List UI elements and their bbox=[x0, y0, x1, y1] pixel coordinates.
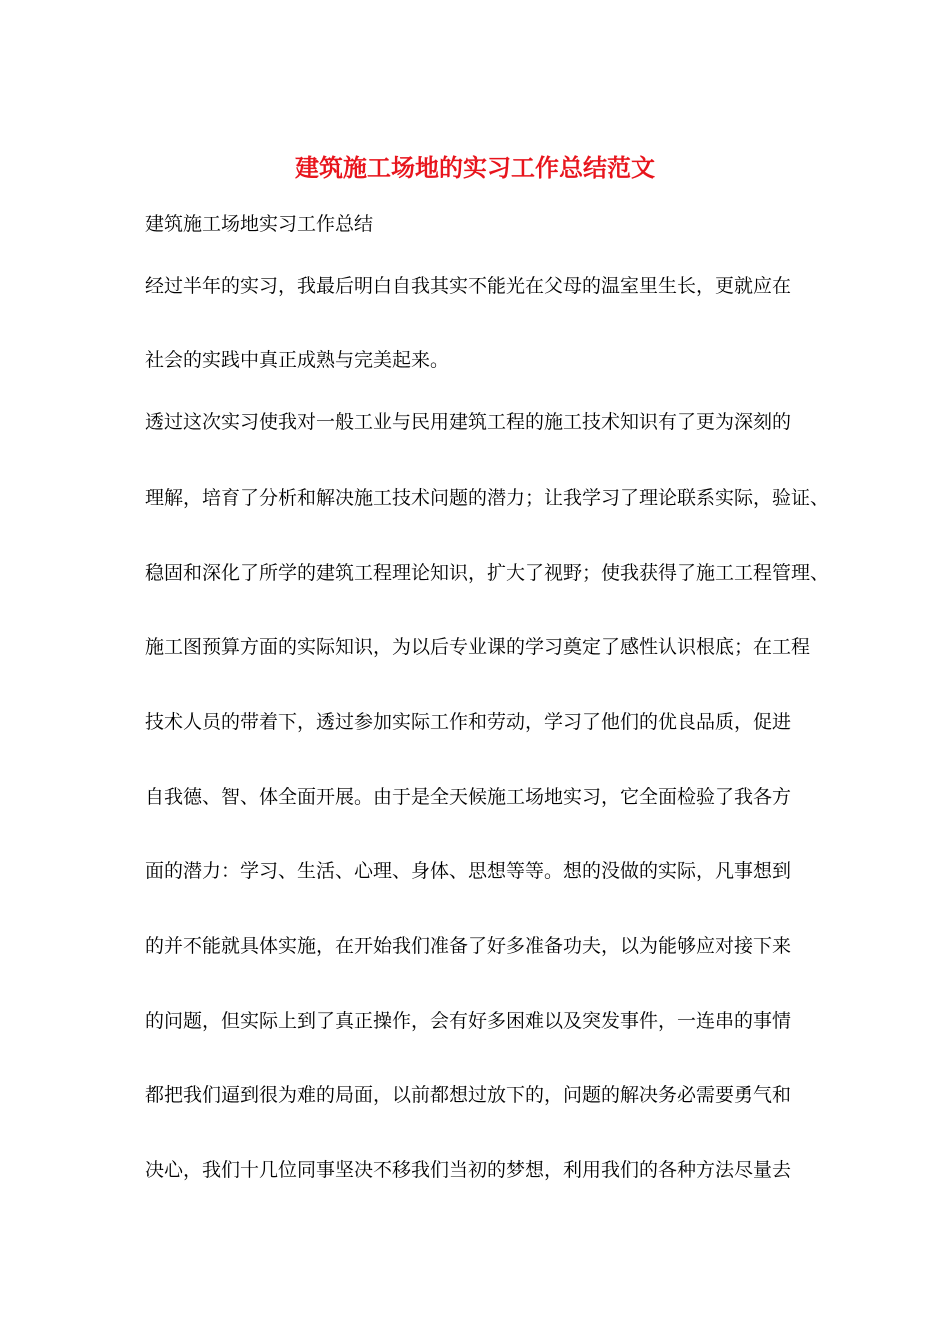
body-line: 自我德、智、体全面开展。由于是全天候施工场地实习，它全面检验了我各方 bbox=[145, 786, 792, 808]
body-line: 社会的实践中真正成熟与完美起来。 bbox=[145, 349, 450, 371]
document-subtitle: 建筑施工场地实习工作总结 bbox=[145, 213, 374, 235]
body-line: 技术人员的带着下，透过参加实际工作和劳动，学习了他们的优良品质，促进 bbox=[145, 711, 792, 733]
body-line: 经过半年的实习，我最后明白自我其实不能光在父母的温室里生长，更就应在 bbox=[145, 275, 792, 297]
body-line: 稳固和深化了所学的建筑工程理论知识，扩大了视野；使我获得了施工工程管理、 bbox=[145, 562, 830, 584]
document-title: 建筑施工场地的实习工作总结范文 bbox=[295, 153, 655, 182]
body-line: 的并不能就具体实施，在开始我们准备了好多准备功夫，以为能够应对接下来 bbox=[145, 935, 792, 957]
body-line: 的问题，但实际上到了真正操作，会有好多困难以及突发事件，一连串的事情 bbox=[145, 1010, 792, 1032]
body-line: 面的潜力：学习、生活、心理、身体、思想等等。想的没做的实际，凡事想到 bbox=[145, 860, 792, 882]
body-line: 理解，培育了分析和解决施工技术问题的潜力；让我学习了理论联系实际，验证、 bbox=[145, 487, 830, 509]
body-line: 透过这次实习使我对一般工业与民用建筑工程的施工技术知识有了更为深刻的 bbox=[145, 411, 792, 433]
body-line: 决心，我们十几位同事坚决不移我们当初的梦想，利用我们的各种方法尽量去 bbox=[145, 1159, 792, 1181]
body-line: 施工图预算方面的实际知识，为以后专业课的学习奠定了感性认识根底；在工程 bbox=[145, 636, 811, 658]
body-line: 都把我们逼到很为难的局面，以前都想过放下的，问题的解决务必需要勇气和 bbox=[145, 1084, 792, 1106]
